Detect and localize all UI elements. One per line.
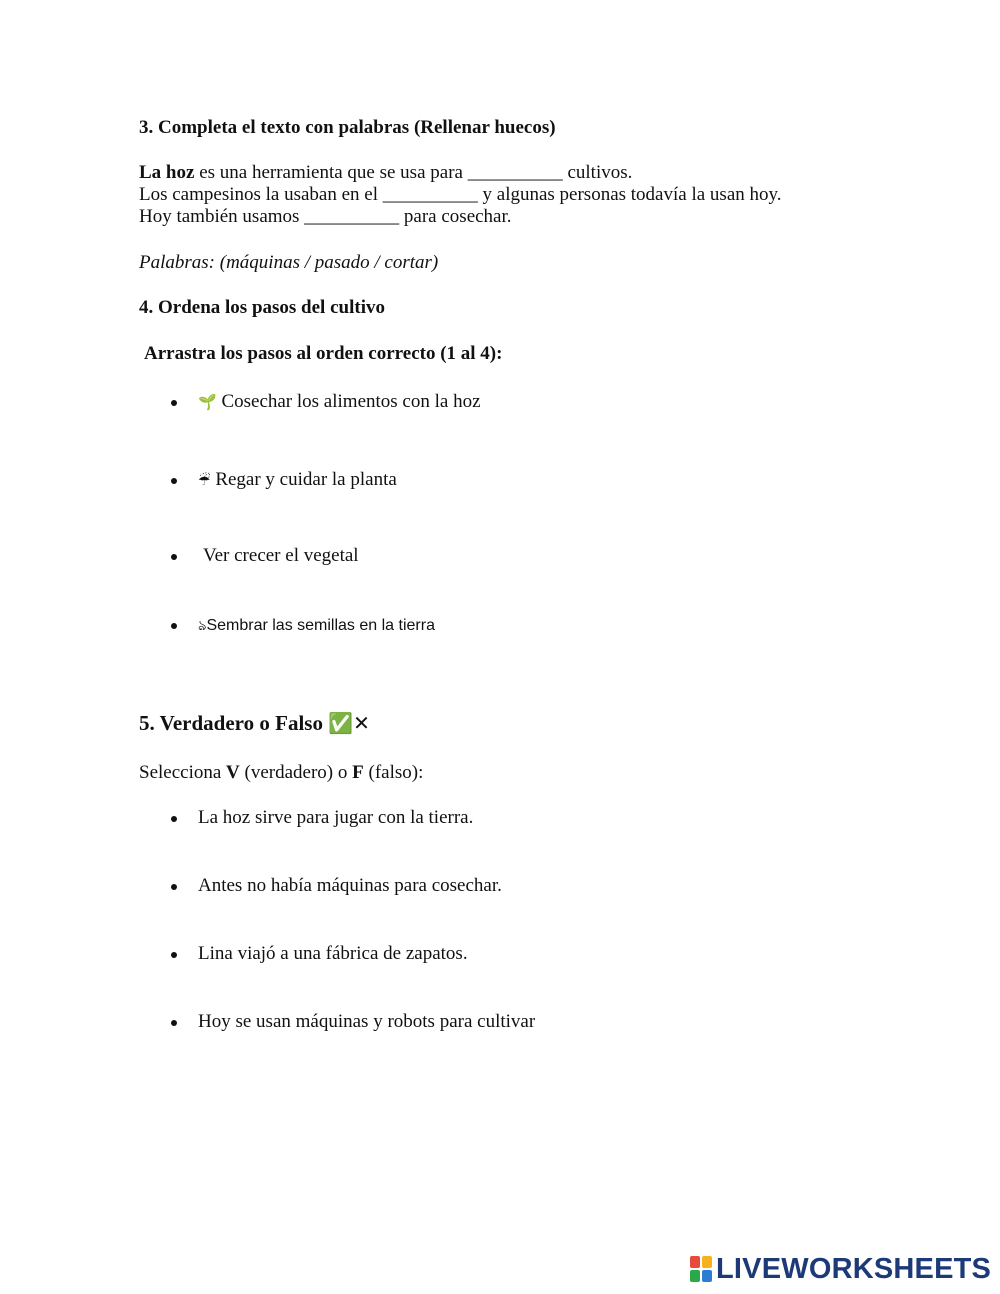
sprout-icon: 🌱 <box>198 393 217 411</box>
instruction-text: (falso): <box>363 762 424 783</box>
bullet <box>171 884 177 890</box>
section-5-instruction <box>139 762 423 784</box>
fill-blank-line-1-text: es una herramienta que se usa para __________ cultivos. <box>194 162 633 183</box>
rain-cloud-icon: ☔ <box>198 473 211 489</box>
liveworksheets-logo <box>690 1252 991 1286</box>
statement-item[interactable]: Lina viajó a una fábrica de zapatos. <box>198 943 468 964</box>
brand-name: LIVEWORKSHEETS <box>716 1252 992 1285</box>
section-5-title <box>139 710 370 736</box>
fill-blank-line-2: Los campesinos la usaban en el __________ y algunas personas todavía la usan hoy. <box>139 184 782 205</box>
bullet <box>171 623 177 629</box>
word-bank: Palabras: (máquinas / pasado / cortar) <box>139 252 439 273</box>
seeds-icon: ঌ <box>198 618 207 634</box>
statement-item[interactable]: La hoz sirve para jugar con la tierra. <box>198 807 474 828</box>
fill-blank-line-1 <box>139 162 632 184</box>
step-item-sow[interactable] <box>198 615 435 637</box>
step-label: Regar y cuidar la planta <box>215 469 397 490</box>
step-label: Ver crecer el vegetal <box>203 545 359 566</box>
step-label: Cosechar los alimentos con la hoz <box>221 391 481 412</box>
logo-mark-icon <box>690 1256 712 1282</box>
bullet <box>171 952 177 958</box>
fill-blank-line-1-bold: La hoz <box>139 162 195 183</box>
instruction-text: Selecciona <box>139 762 227 783</box>
section-4-instruction: Arrastra los pasos al orden correcto (1 al 4): <box>144 343 503 364</box>
step-item-harvest[interactable] <box>198 391 481 413</box>
instruction-text: (verdadero) o <box>239 762 353 783</box>
section-3-title: 3. Completa el texto con palabras (Rellenar huecos) <box>139 117 556 138</box>
bullet <box>171 1020 177 1026</box>
bullet <box>171 554 177 560</box>
bullet <box>171 400 177 406</box>
bullet <box>171 816 177 822</box>
step-item-water[interactable] <box>198 469 397 492</box>
check-cross-icon: ✅✕ <box>328 711 370 735</box>
section-5-title-text: 5. Verdadero o Falso <box>139 711 323 735</box>
step-item-grow[interactable] <box>203 545 359 567</box>
f-label: F <box>352 762 364 783</box>
statement-item[interactable]: Antes no había máquinas para cosechar. <box>198 875 502 896</box>
step-label: Sembrar las semillas en la tierra <box>206 617 435 634</box>
statement-item[interactable]: Hoy se usan máquinas y robots para cultivar <box>198 1011 536 1032</box>
section-4-title: 4. Ordena los pasos del cultivo <box>139 297 385 318</box>
fill-blank-line-3: Hoy también usamos __________ para cosechar. <box>139 206 512 227</box>
v-label: V <box>226 762 240 783</box>
bullet <box>171 478 177 484</box>
